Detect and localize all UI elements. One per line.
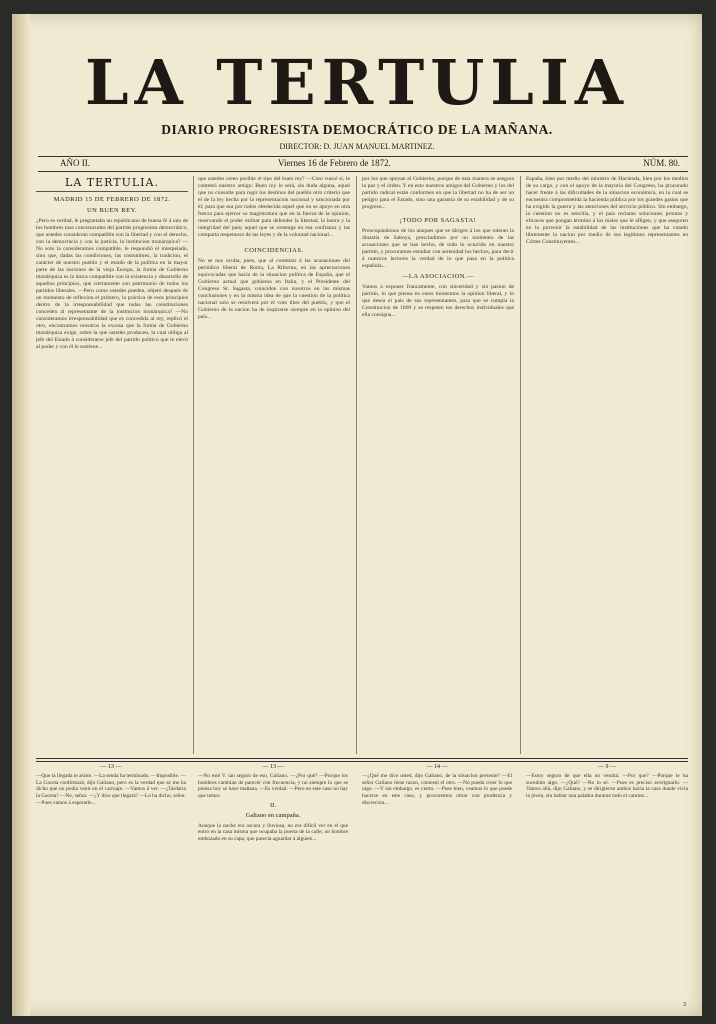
issue-year: AÑO II. — [60, 158, 90, 168]
article-body: España, bien por medio del ministro de Hacienda, bien por los medios de su cargo, y con el apoyo de la mayoría del Congreso, ha procurado hacer frente á las dificultades de la situacion económica, en la cual se encuentra comprometida la hacienda pública por los grandes gastos que ha exigido la guerra y las atenciones del servicio público. Sin embargo, la cuestion no es sencilla, y el país reclama soluciones prontas y eficaces que pongan término á los males que le afligen, y que aseguren en lo porvenir la estabilidad de las instituciones que ha votado libremente la nacion por medio de sus legítimos representantes en Córtes Constituyentes... — [526, 176, 688, 245]
column-1 — [36, 176, 188, 754]
article-body: Vamos á exponer francamente, con sinceridad y sin pasion de partido, lo que piensa en estos momentos la opinion liberal, y lo que desea el país de sus representantes, para que se cumpla la Constitucion de 1869 y se respeten los derechos individuales que ella consigna... — [362, 284, 514, 318]
article-body: Preocupándonos de los ataques que se dirigen á los que toleran la dinastía de Saboya, prescindimos por un momento de las acusaciones que se han hecho, de todo lo ocurrido en nuestro partido, y procuramos estudiar con serenidad los hechos, para decir á nuestros lectores la verdad de lo que pasa en la política española... — [362, 228, 514, 269]
folletin-body: Aunque la noche era oscura y lluviosa, no era difícil ver en el que entró en la casa misma que ocupaba la puerta de la calle, un hombre embozado en su capa, que parecia aguardar á alguien... — [198, 822, 348, 843]
column-3 — [362, 176, 514, 754]
article-body: por los que apoyan al Gobierno, porque de esta manera se asegura la paz y el órden. Y en esto nuestros amigos del Gobierno y los del partido radical están conformes en que la libertad no ha de ser un peligro para el Estado, sino una garantía de su estabilidad y de su progreso... — [362, 176, 514, 210]
article-body: No se nos oculta, pues, que al contestar á las acusaciones del periódico liberal de Roma, La Riforma, en las apreciaciones equivocadas que hacía de la situacion política de España, que el Gobierno actual que gobierna en Italia, y el Presidente del Congreso Sr. Sagasta, coinciden con nosotros en las mismas conclusiones y en la misma idea de que la cuestion de la política nacional solo se resolverá por el voto libre del pueblo, y que el Gobierno de la nacion ha de inspirarse siempre en la opinion del país... — [198, 258, 350, 320]
folletin-column-2 — [198, 764, 348, 1004]
column-title: LA TERTULIA. — [36, 176, 188, 192]
binding-spine — [12, 14, 30, 1016]
folletin-column-4 — [526, 764, 688, 1004]
column-divider — [520, 176, 521, 754]
folletin-column-1 — [36, 764, 186, 1004]
folletin-body: —No esté V. tan seguro de eso, Galiano. —¿Por qué? —Porque los hombres cambian de parecer con frecuencia, y no siempre lo que se piensa hoy se hace mañana. —Es verdad. —Pero en este caso no hay que temer. — [198, 772, 348, 800]
folletin-rule — [36, 758, 688, 762]
folletin-chapter-title: Galiano en campaña. — [245, 811, 301, 819]
column-2 — [198, 176, 350, 754]
masthead-title: LA TERTULIA — [84, 46, 630, 119]
newspaper-page — [12, 14, 702, 1016]
folletin-chapter: II. — [270, 801, 276, 809]
article-body: ¿Pero es verdad, le preguntaba un republicano de buena fé á uno de los hombres mas concienzudos del partido progresista democrático, que ustedes consideran compatible con la libertad y con el derecho, con la democracia y con la justicia, la institucion monárquica? —No solo la consideramos compatible, le respondió el interpelado, sino que, dadas las condiciones, las costumbres, la tradicion, el carácter de nuestro pueblo y el estado de la política en la mayor parte de las naciones de la vieja Europa, la forma de Gobierno monárquica es la única compatible con la existencia y desarrollo de aquellos principios, que ciertamente son patrimonio de todos los partidos liberales. —Pero como ustedes pueden, objetó después de un momento de reflexion el primero, la práctica de esos principios dentro de la irresponsabilidad que todas las constituciones conceden al representante de la institucion monárquica? —No consideramos irresponsabilidad que es concedida al rey, replicó el otro, encontramos nosotros la excusa que la forma de Gobierno monárquica exige, sobre la que ustedes producen, la cual obliga al jefe del Estado á considerarse jefe del partido político que le elevó al poder y con él le sostiene... — [36, 218, 188, 350]
masthead-director: DIRECTOR: D. JUAN MANUEL MARTINEZ. — [279, 142, 435, 151]
folletin-page-number: — 14 — — [426, 764, 448, 770]
article-dateline: MADRID 15 DE FEBRERO DE 1872. — [53, 196, 171, 203]
article-body: que ustedes creen posible el tipo del buen rey? —Creo vuecé sí, le contestó nuestro amigo: Buen rey lo será, sin duda alguna, aquel que no consulte para regir los destinos del pueblo otro criterio que el de la ley hecha por la representacion nacional y sancionada por él; para que sea por todos obedecida aquel que no se apoye en otra fuerza para ejercer su magistratura que en la fuerza de la opinion, reservando el poder militar para defender la libertad, la honra y la integridad del país; aquel que se sostenga en esa confianza y las comparta respetuoso de las leyes y de la voluntad nacional... — [198, 176, 350, 238]
issue-number: NÚM. 80. — [643, 158, 680, 168]
folletin-page-number: — 9 — — [598, 764, 616, 770]
page-number: 3 — [683, 1002, 686, 1008]
folletin-body: —Que la llegada te asiste. —La senda ha terminado. —Imposible. —La Gaceta confirmará, dijo Galiano, pero es la verdad que se me ha dicho que no podia venir en el carruaje. —Vamos á ver. —¿Tardaria la Gaceta? —No, señor. —¿Y dice que llegará? —Lo ha dicho, señor. —Pues vamos á esperarle... — [36, 772, 186, 806]
article-heading: ¡TODO POR SAGASTA! — [399, 217, 477, 224]
column-4 — [526, 176, 688, 754]
folletin-body: —¿Qué me dice usted, dijo Galiano, de la situacion presente? —El señor Galiano tiene razon, contestó el otro. —No puedo creer lo que oigo. —Y sin embargo, es cierto. —Pues bien, veamos lo que puede hacerse en este caso, y procuremos obrar con prudencia y discrecion... — [362, 772, 512, 806]
column-divider — [356, 176, 357, 754]
dateline-bar — [38, 156, 688, 172]
folletin-page-number: — 13 — — [100, 764, 122, 770]
article-subheading: —LA ASOCIACION.— — [401, 273, 475, 280]
masthead-subtitle: DIARIO PROGRESISTA DEMOCRÁTICO DE LA MAÑANA. — [161, 122, 553, 137]
issue-date: Viernes 16 de Febrero de 1872. — [278, 158, 391, 168]
folletin-body: —Estoy seguro de que ella no vendrá. —Por qué? —Porque le ha sucedido algo. —¿Qué? —No lo sé. —Pues es preciso averiguarlo. —Vamos allá, dijo Galiano, y se dirigieron ambos hacia la casa donde vivia la jóven, sin hablar una palabra durante todo el camino... — [526, 772, 688, 800]
article-heading: UN BUEN REY. — [86, 207, 138, 214]
folletin-column-3 — [362, 764, 512, 1004]
column-divider — [193, 176, 194, 754]
folletin-page-number: — 13 — — [262, 764, 284, 770]
article-heading: COINCIDENCIAS. — [244, 247, 304, 254]
